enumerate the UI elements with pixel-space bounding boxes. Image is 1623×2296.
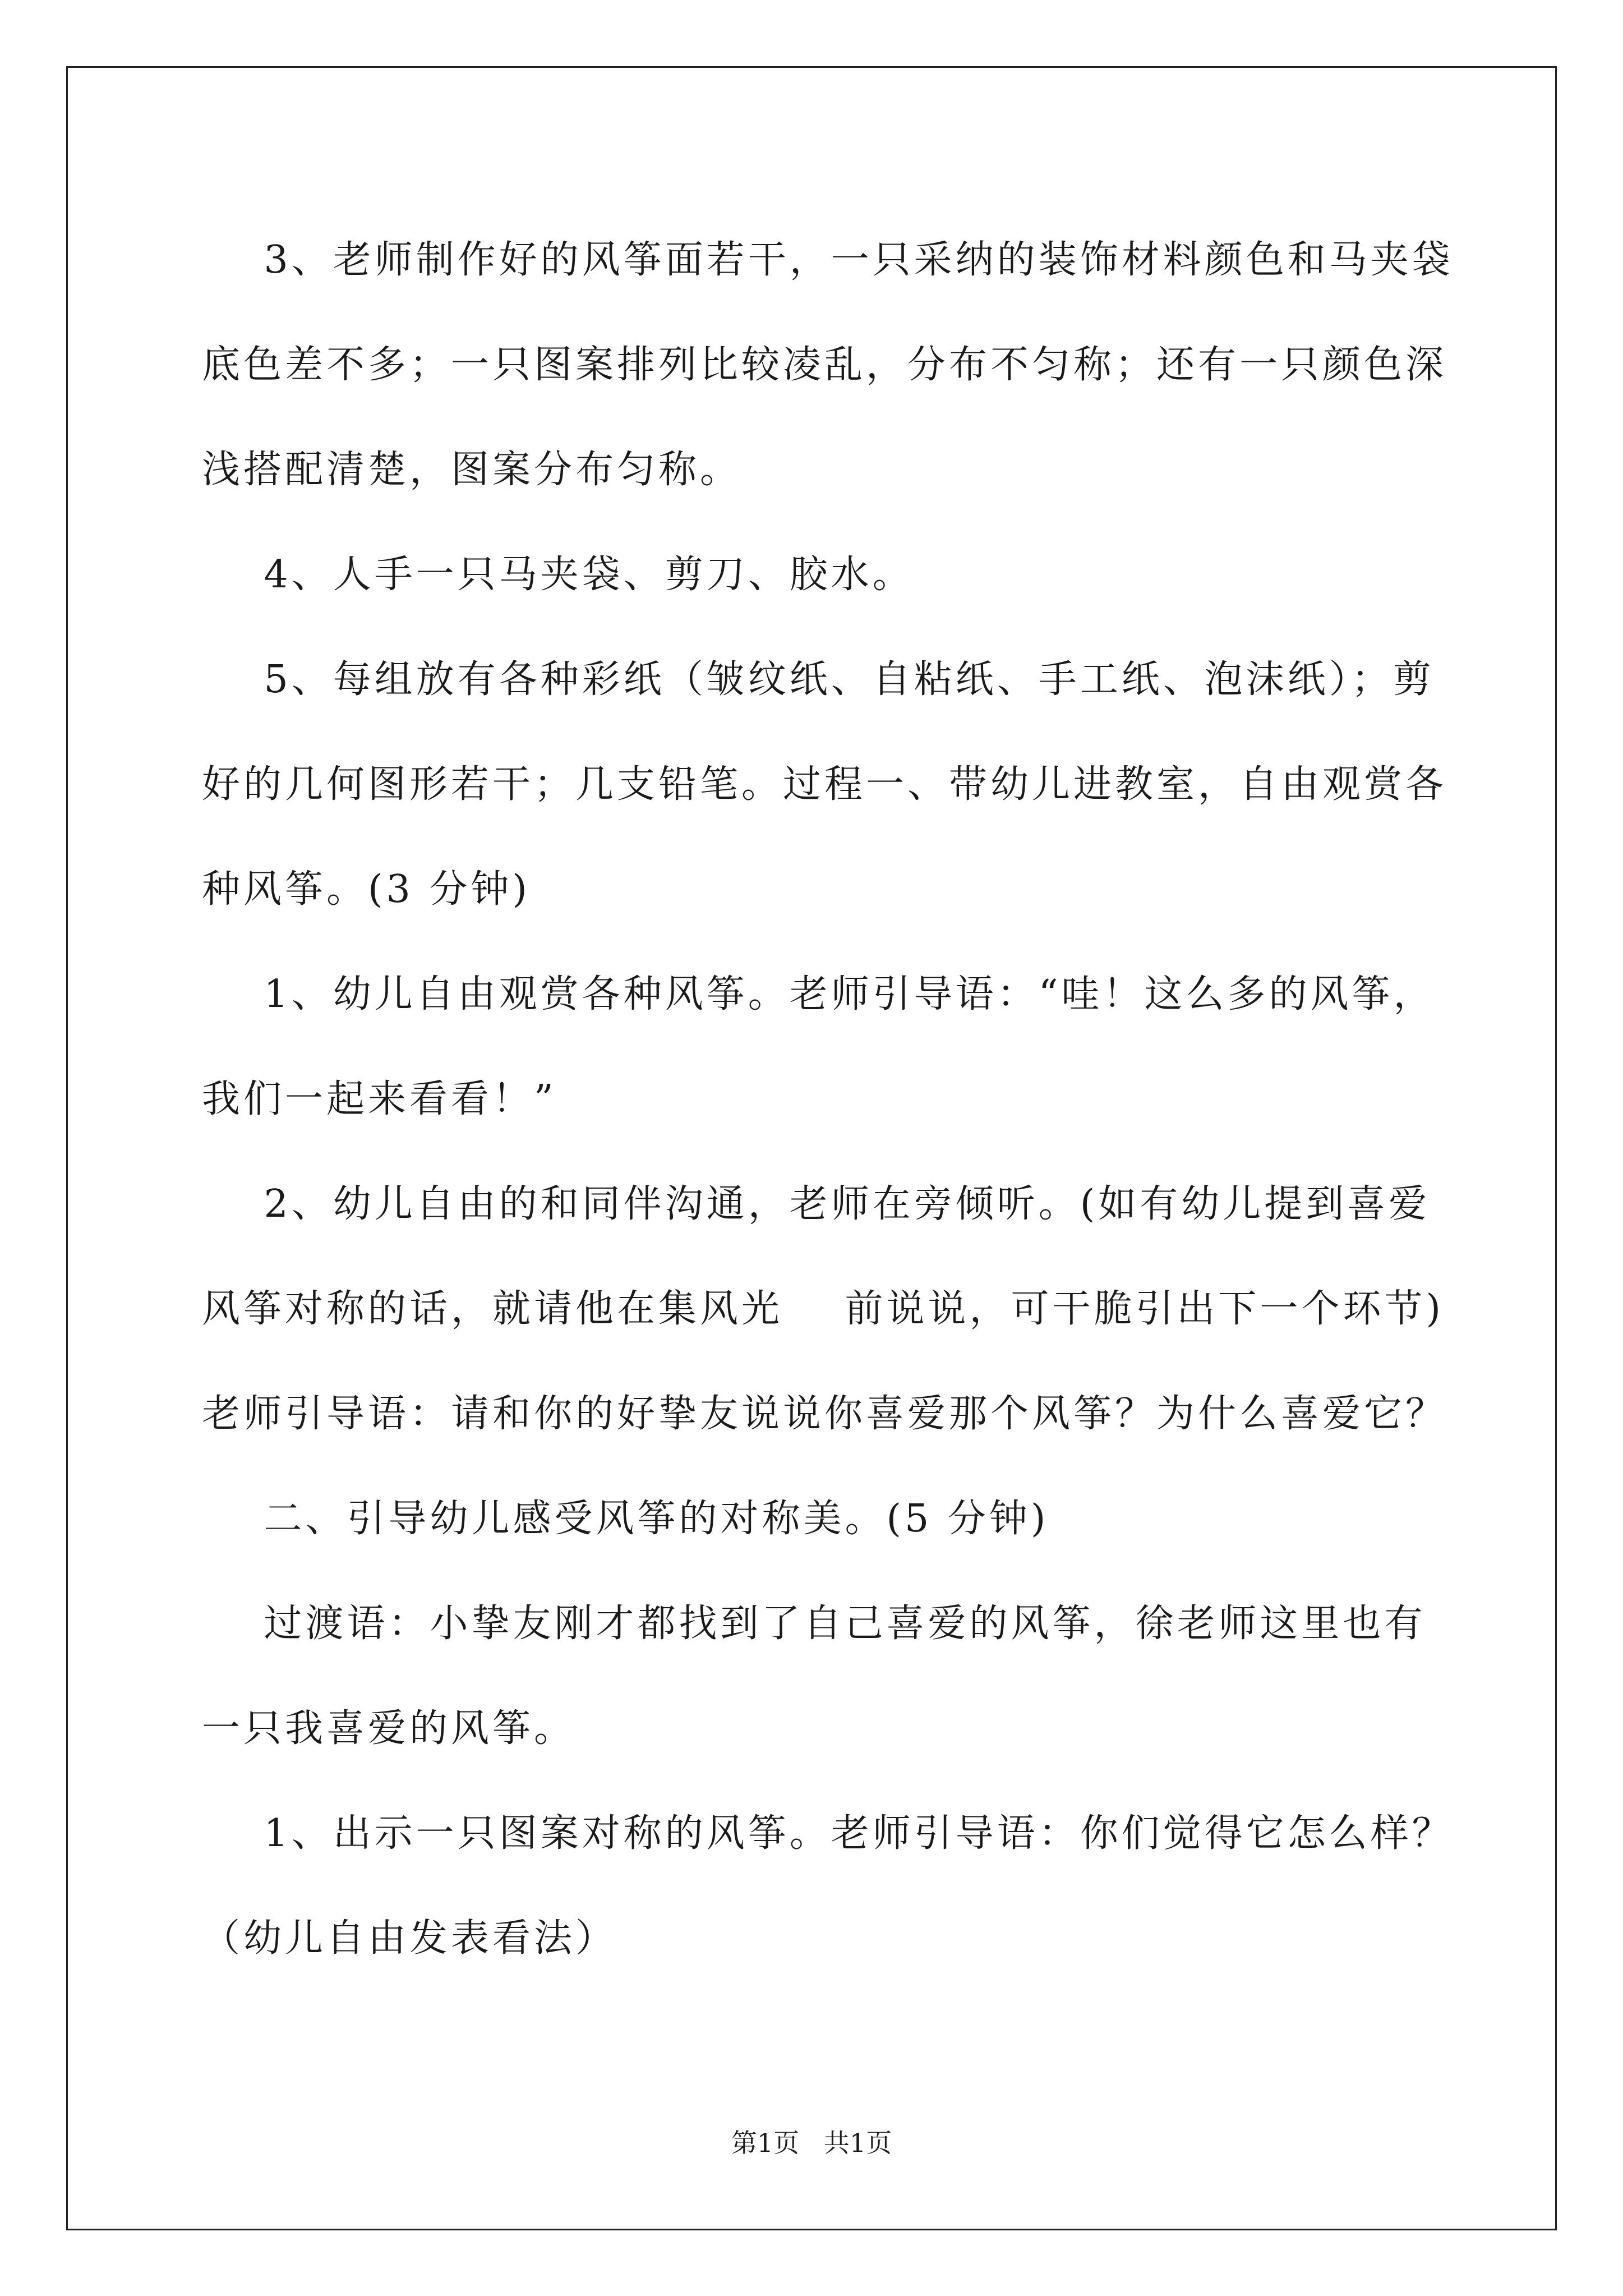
text-line-3: 浅搭配清楚，图案分布匀称。 bbox=[202, 448, 742, 492]
text-line-2: 底色差不多；一只图案排列比较凌乱，分布不匀称；还有一只颜色深 bbox=[202, 343, 1447, 387]
text-line-16: 1、出示一只图案对称的风筝。老师引导语：你们觉得它怎么样？ bbox=[202, 1811, 1454, 1856]
text-line-5: 5、每组放有各种彩纸（皱纹纸、自粘纸、手工纸、泡沫纸）；剪 bbox=[202, 657, 1435, 702]
text-line-15: 一只我喜爱的风筝。 bbox=[202, 1706, 576, 1751]
text-line-4: 4、人手一只马夹袋、剪刀、胶水。 bbox=[202, 553, 914, 597]
text-line-6: 好的几何图形若干；几支铅笔。过程一、带幼儿进教室，自由观赏各 bbox=[202, 762, 1447, 807]
text-line-9: 我们一起来看看！” bbox=[202, 1077, 557, 1121]
text-line-12: 老师引导语：请和你的好挚友说说你喜爱那个风筝？为什么喜爱它？ bbox=[202, 1392, 1447, 1436]
text-line-13: 二、引导幼儿感受风筝的对称美。(5 分钟) bbox=[202, 1497, 1049, 1541]
text-line-17: （幼儿自由发表看法） bbox=[202, 1916, 617, 1961]
page-number-footer: 第1页 共1页 bbox=[731, 2128, 892, 2158]
text-line-10: 2、幼儿自由的和同伴沟通，老师在旁倾听。(如有幼儿提到喜爱 bbox=[202, 1182, 1431, 1226]
document-body bbox=[202, 208, 1454, 1991]
text-line-8: 1、幼儿自由观赏各种风筝。老师引导语：“哇！这么多的风筝， bbox=[202, 972, 1435, 1016]
text-line-11: 风筝对称的话，就请他在集风光 前说说，可干脆引出下一个环节) bbox=[202, 1287, 1444, 1331]
text-line-7: 种风筝。(3 分钟) bbox=[202, 867, 531, 912]
text-line-14: 过渡语：小挚友刚才都找到了自己喜爱的风筝，徐老师这里也有 bbox=[202, 1602, 1426, 1646]
text-line-1: 3、老师制作好的风筝面若干，一只采纳的装饰材料颜色和马夹袋 bbox=[202, 238, 1454, 282]
